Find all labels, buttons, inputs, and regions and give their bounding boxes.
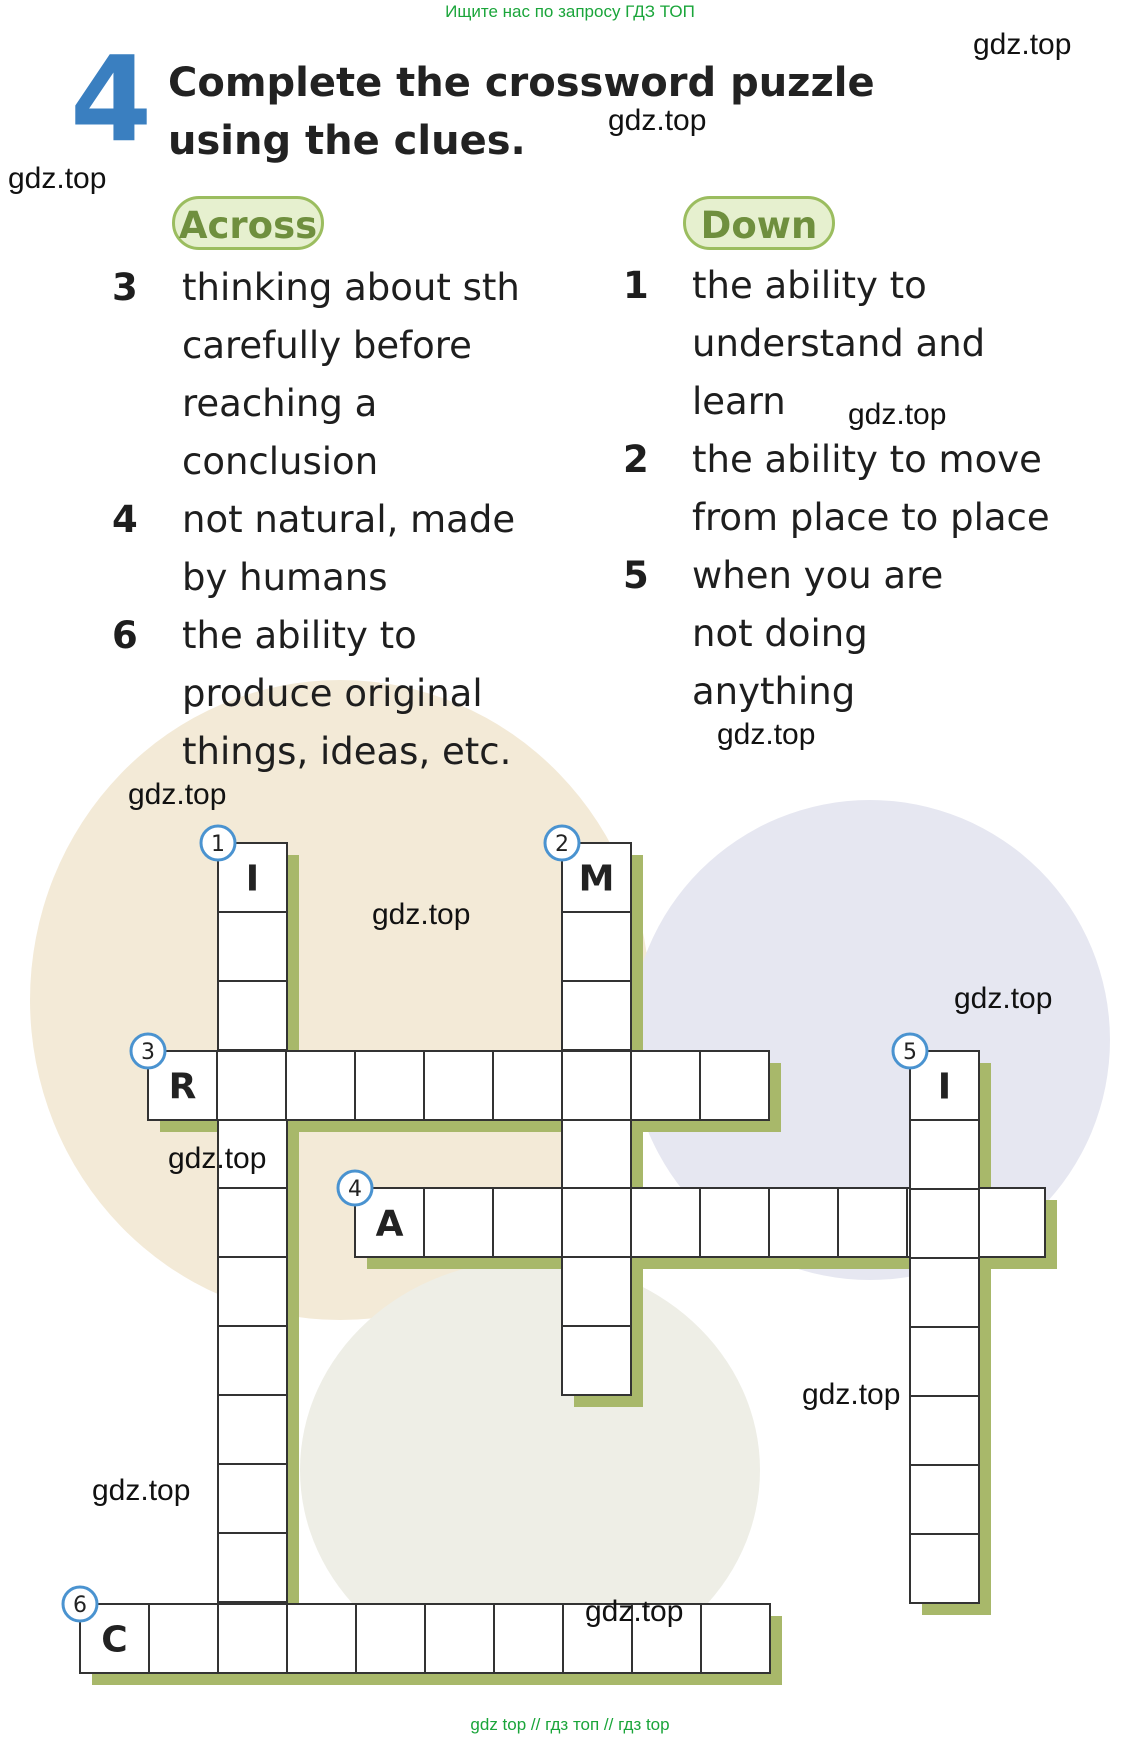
given-letter: C bbox=[101, 1619, 128, 1661]
crossword-cell[interactable] bbox=[287, 1604, 356, 1673]
crossword-cell[interactable] bbox=[562, 1257, 631, 1326]
given-letter: I bbox=[937, 1066, 952, 1108]
crossword-cell[interactable] bbox=[218, 1533, 287, 1602]
down-clue-number: 5 bbox=[623, 554, 649, 597]
crossword-cell[interactable] bbox=[218, 981, 287, 1050]
crossword-cell[interactable] bbox=[493, 1188, 562, 1257]
across-clue-number: 3 bbox=[112, 266, 138, 309]
given-letter: M bbox=[578, 858, 615, 900]
crossword-cell[interactable] bbox=[218, 1604, 287, 1673]
crossword-cell[interactable] bbox=[218, 1464, 287, 1533]
crossword-cell[interactable] bbox=[217, 1051, 286, 1120]
watermark: gdz.top bbox=[585, 1595, 684, 1628]
down-clue-number: 1 bbox=[623, 264, 649, 307]
crossword-cell[interactable] bbox=[562, 912, 631, 981]
crossword-cell[interactable] bbox=[355, 1051, 424, 1120]
crossword-cell[interactable] bbox=[910, 1327, 979, 1396]
watermark: gdz.top bbox=[954, 982, 1053, 1015]
crossword-cell[interactable] bbox=[701, 1604, 770, 1673]
crossword-cell[interactable] bbox=[218, 1257, 287, 1326]
given-letter: R bbox=[168, 1066, 197, 1108]
down-clue-text: the ability to move from place to place bbox=[692, 438, 1050, 539]
watermark: gdz.top bbox=[717, 718, 816, 751]
crossword-cell[interactable] bbox=[631, 1188, 700, 1257]
exercise-number: 4 bbox=[70, 30, 153, 168]
watermark: gdz.top bbox=[168, 1142, 267, 1175]
crossword-cell[interactable] bbox=[769, 1188, 838, 1257]
down-clue-text: when you are not doing anything bbox=[692, 554, 944, 713]
across-clue-text: not natural, made by humans bbox=[182, 498, 516, 599]
crossword-cell[interactable] bbox=[562, 981, 631, 1050]
crossword-cell[interactable] bbox=[218, 1326, 287, 1395]
across-heading: Across bbox=[172, 196, 324, 250]
crossword-cell[interactable] bbox=[976, 1188, 1045, 1257]
crossword-cell[interactable] bbox=[562, 1119, 631, 1188]
crossword-cell[interactable] bbox=[218, 1188, 287, 1257]
bottom-banner[interactable]: gdz top // гдз топ // гдз top bbox=[470, 1715, 670, 1734]
watermark: gdz.top bbox=[608, 104, 707, 137]
crossword-cell[interactable] bbox=[425, 1604, 494, 1673]
exercise-instruction: Complete the crossword puzzle using the clues. bbox=[168, 60, 875, 164]
clue-number-badge-label: 5 bbox=[903, 1040, 917, 1065]
crossword-cell[interactable] bbox=[562, 1326, 631, 1395]
watermark: gdz.top bbox=[8, 162, 107, 195]
crossword-cell[interactable] bbox=[494, 1604, 563, 1673]
crossword-cell[interactable] bbox=[562, 1051, 631, 1120]
down-clue-number: 2 bbox=[623, 438, 649, 481]
given-letter: A bbox=[375, 1203, 404, 1245]
crossword-cell[interactable] bbox=[424, 1051, 493, 1120]
crossword-cell[interactable] bbox=[910, 1120, 979, 1189]
crossword-cell[interactable] bbox=[424, 1188, 493, 1257]
clue-number-badge-label: 3 bbox=[141, 1040, 155, 1065]
watermark: gdz.top bbox=[848, 398, 947, 431]
crossword-cell[interactable] bbox=[286, 1051, 355, 1120]
clue-number-badge-label: 4 bbox=[348, 1177, 362, 1202]
crossword-cell[interactable] bbox=[218, 912, 287, 981]
crossword-cell[interactable] bbox=[910, 1396, 979, 1465]
watermark: gdz.top bbox=[802, 1378, 901, 1411]
crossword-cell[interactable] bbox=[910, 1465, 979, 1534]
watermark: gdz.top bbox=[973, 28, 1072, 61]
clue-number-badge-label: 1 bbox=[211, 832, 225, 857]
crossword-cell[interactable] bbox=[562, 1188, 631, 1257]
crossword-cell[interactable] bbox=[910, 1258, 979, 1327]
crossword-cell[interactable] bbox=[356, 1604, 425, 1673]
top-banner[interactable]: Ищите нас по запросу ГДЗ ТОП bbox=[445, 2, 695, 21]
crossword-cell[interactable] bbox=[149, 1604, 218, 1673]
watermark: gdz.top bbox=[92, 1474, 191, 1507]
crossword-cell[interactable] bbox=[838, 1188, 907, 1257]
clue-number-badge-label: 2 bbox=[555, 832, 569, 857]
given-letter: I bbox=[245, 858, 260, 900]
crossword-cell[interactable] bbox=[700, 1188, 769, 1257]
across-clue-number: 4 bbox=[112, 498, 138, 541]
crossword-cell[interactable] bbox=[493, 1051, 562, 1120]
watermark: gdz.top bbox=[128, 778, 227, 811]
crossword-cell[interactable] bbox=[631, 1051, 700, 1120]
watermark: gdz.top bbox=[372, 898, 471, 931]
across-clue-number: 6 bbox=[112, 614, 138, 657]
across-clue-text: thinking about sth carefully before reaching a conclusion bbox=[182, 266, 520, 483]
clue-number-badge-label: 6 bbox=[73, 1593, 87, 1618]
crossword-cell[interactable] bbox=[910, 1189, 979, 1258]
crossword-cell[interactable] bbox=[700, 1051, 769, 1120]
down-heading: Down bbox=[683, 196, 835, 250]
crossword-cell[interactable] bbox=[910, 1534, 979, 1603]
down-clue-text: the ability to understand and learn bbox=[692, 264, 986, 423]
crossword-cell[interactable] bbox=[218, 1395, 287, 1464]
across-clue-text: the ability to produce original things, ideas, etc. bbox=[182, 614, 512, 773]
